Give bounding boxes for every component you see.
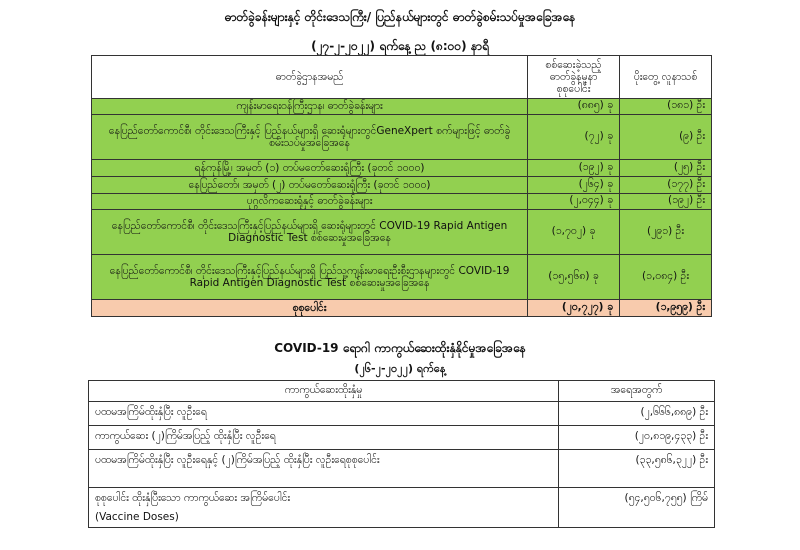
lab-name: နေပြည်တော်ကောင်စီ၊ တိုင်းဒေသကြီးနှင့်ပြည်နယ်များရှိ ပြည်သူ့ကျန်းမာရေးဦးစီးဌာနများတွင် COVID-19 Rapid Antigen Diagnostic Test စစ်ဆေးမှုအခြေအနေ [92,255,528,300]
lab-name: ကျန်းမာရေးဝန်ကြီးဌာန၊ ဓာတ်ခွဲခန်းများ [92,99,528,115]
lab-testing-table [91,55,712,317]
lab-name: ပုဂ္ဂလိကဆေးရုံနှင့် ဓာတ်ခွဲခန်းများ [92,194,528,210]
header-positive: ပိုးတွေ့ လူနာသစ် [620,56,712,99]
vaccination-count: (၅၄,၅၀၆,၇၅၅) ကြိမ် [559,488,715,528]
table-row [92,255,712,300]
positive-count: (၁,၀၈၄) ဦး [620,255,712,300]
vaccination-count: (၃၃,၅၈၆,၃၂၂) ဦး [559,450,715,488]
tested-count: (၁,၇၀၂) ခု [528,210,620,255]
vaccination-item: ပထမအကြိမ်ထိုးနှံပြီး လူဦးရေနှင့် (၂)ကြိမ်အပြည့် ထိုးနှံပြီး လူဦးရေစုစုပေါင်း [89,450,559,488]
header-count: အရေအတွက် [559,381,715,402]
table-row [92,177,712,194]
positive-count: (၁၈၁) ဦး [620,99,712,115]
section2-subtitle: (၂၆-၂-၂၀၂၂) ရက်နေ့ [354,362,446,375]
table-row [89,402,715,426]
header-vaccination: ကာကွယ်ဆေးထိုးနှံမှု [89,381,559,402]
header-tested: စစ်ဆေးခဲ့သည့် ဓာတ်ခွဲနမူနာ စုစုပေါင်း [528,56,620,99]
vaccination-count: (၂၀,၈၁၉,၄၃၃) ဦး [559,426,715,450]
total-positive: (၁,၉၅၉) ဦး [620,300,712,317]
tested-count: (၁၅,၅၆၈) ခု [528,255,620,300]
vaccination-item-cell [89,488,559,528]
vaccination-count: (၂,၆၆၆,၈၈၉) ဦး [559,402,715,426]
vaccination-table [88,380,715,528]
tested-count: (၁၉၂) ခု [528,160,620,177]
table-total-row [92,300,712,317]
positive-count: (၁၉၂) ဦး [620,194,712,210]
table-row [89,488,715,528]
tested-count: (၈၈၅) ခု [528,99,620,115]
table-row [89,426,715,450]
positive-count: (၉) ဦး [620,115,712,160]
vaccination-item-note: (Vaccine Doses) [95,511,179,523]
table-row [89,450,715,488]
table-row [92,115,712,160]
table-row [92,160,712,177]
vaccination-item: စုစုပေါင်း ထိုးနှံပြီးသော ကာကွယ်ဆေး အကြိမ်ပေါင်း [95,492,291,504]
lab-name: ရန်ကုန်မြို့၊ အမှတ် (၁) တပ်မတော်ဆေးရုံကြီး (ခုတင် ၁၀၀၀) [92,160,528,177]
positive-count: (၂၅) ဦး [620,160,712,177]
table-row [92,210,712,255]
tested-count: (၂၆၄) ခု [528,177,620,194]
table-header-row [92,56,712,99]
vaccination-item: ကာကွယ်ဆေး (၂)ကြိမ်အပြည့် ထိုးနှံပြီး လူဦးရေ [89,426,559,450]
section1-title: ဓာတ်ခွဲခန်းများနှင့် တိုင်းဒေသကြီး/ ပြည်နယ်များတွင် ဓာတ်ခွဲစမ်းသပ်မှုအခြေအနေ [224,10,576,24]
positive-count: (၁၇၇) ဦး [620,177,712,194]
table-row [92,99,712,115]
tested-count: (၂,၀၄၄) ခု [528,194,620,210]
section2-title: COVID-19 ရောဂါ ကာကွယ်ဆေးထိုးနှံနိုင်မှုအခြေအနေ [274,341,526,355]
tested-count: (၇၂) ခု [528,115,620,160]
lab-name: နေပြည်တော်ကောင်စီ၊ တိုင်းဒေသကြီးနှင့်ပြည်နယ်များရှိ ဆေးရုံများတွင် COVID-19 Rapid Antigen Diagnostic Test စစ်ဆေးမှုအခြေအနေ [92,210,528,255]
lab-name: နေပြည်တော်၊ အမှတ် (၂) တပ်မတော်ဆေးရုံကြီး (ခုတင် ၁၀၀၀) [92,177,528,194]
table-row [92,194,712,210]
positive-count: (၂၉၁) ဦး [620,210,712,255]
section1-subtitle: (၂၇-၂-၂၀၂၂) ရက်နေ့ ည (၈:၀၀) နာရီ [311,39,489,53]
lab-name: နေပြည်တော်ကောင်စီ၊ တိုင်းဒေသကြီးနှင့် ပြည်နယ်များရှိ ဆေးရုံများတွင်GeneXpert စက်များဖြင့် ဓာတ်ခွဲစမ်းသပ်မှုအခြေအနေ [92,115,528,160]
total-label: စုစုပေါင်း [92,300,528,317]
header-lab-name: ဓာတ်ခွဲဌာနအမည် [92,56,528,99]
vaccination-item: ပထမအကြိမ်ထိုးနှံပြီး လူဦးရေ [89,402,559,426]
total-tested: (၂၀,၇၂၇) ခု [528,300,620,317]
table-header-row [89,381,715,402]
